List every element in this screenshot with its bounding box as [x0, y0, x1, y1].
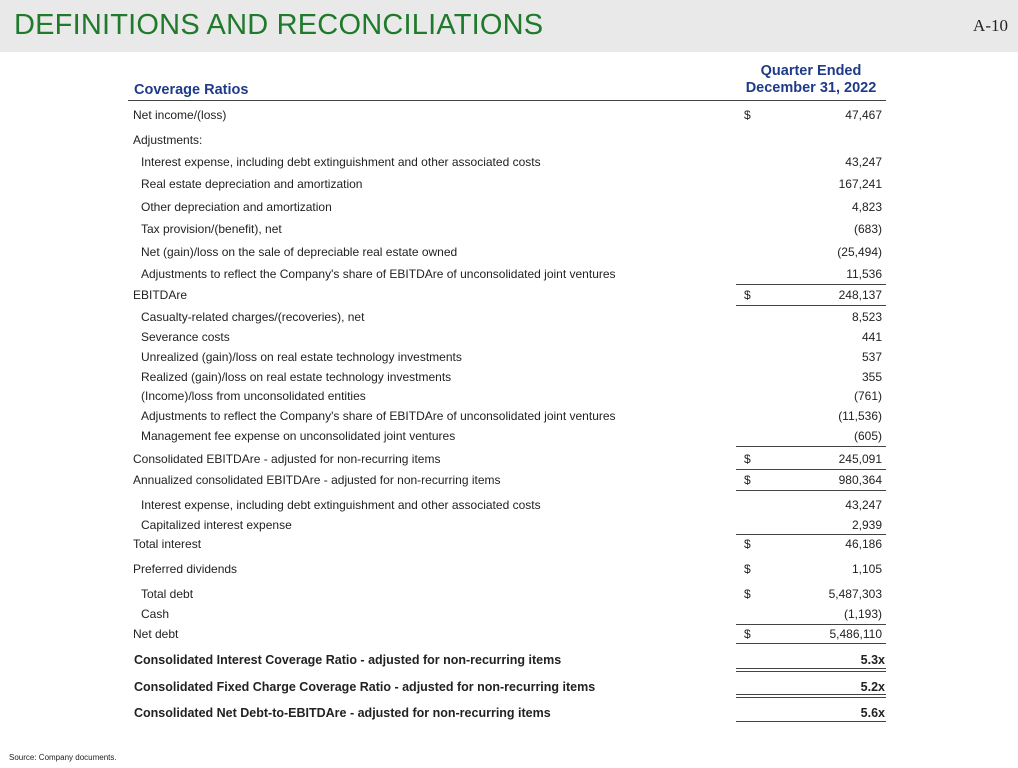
row-value: 441	[861, 330, 882, 344]
row-label: Casualty-related charges/(recoveries), net	[141, 310, 365, 324]
row-label: Consolidated EBITDAre - adjusted for non-recurring items	[133, 452, 441, 466]
table-row	[0, 348, 1018, 366]
table-row	[0, 585, 1018, 603]
row-label: Total interest	[133, 537, 202, 551]
row-label: Net debt	[133, 627, 179, 641]
table-row	[0, 243, 1018, 261]
row-label: Adjustments to reflect the Company's share of EBITDAre of unconsolidated joint ventures	[141, 267, 616, 281]
table-row	[0, 368, 1018, 386]
table-row	[0, 516, 1018, 534]
table-row	[0, 328, 1018, 346]
row-currency: $	[744, 562, 751, 576]
row-value: 5,486,110	[829, 627, 882, 641]
table-row	[0, 407, 1018, 425]
row-value: 245,091	[838, 452, 882, 466]
table-row	[0, 175, 1018, 193]
row-value: 47,467	[845, 108, 882, 122]
row-label: Adjustments to reflect the Company's share of EBITDAre of unconsolidated joint ventures	[141, 409, 616, 423]
row-value: (761)	[853, 389, 882, 403]
column-header-line2: December 31, 2022	[745, 80, 877, 96]
row-value: 5,487,303	[828, 587, 882, 601]
row-value: (683)	[853, 222, 882, 236]
row-value: (11,536)	[838, 409, 882, 423]
total-rule	[736, 469, 886, 470]
row-value: 355	[861, 370, 882, 384]
table-row	[0, 308, 1018, 326]
row-currency: $	[744, 627, 751, 641]
total-rule	[736, 305, 886, 306]
row-value: (1,193)	[843, 607, 882, 621]
table-row	[0, 427, 1018, 445]
double-rule	[736, 694, 886, 698]
row-value: (605)	[853, 429, 882, 443]
table-row	[0, 560, 1018, 578]
table-row	[0, 605, 1018, 623]
subtotal-rule	[736, 446, 886, 447]
row-label: Tax provision/(benefit), net	[141, 222, 282, 236]
table-row	[0, 220, 1018, 238]
row-label: Annualized consolidated EBITDAre - adjusted for non-recurring items	[133, 473, 501, 487]
row-value: 11,536	[846, 267, 882, 281]
row-value: 248,137	[838, 288, 882, 302]
row-currency: $	[744, 537, 751, 551]
row-value: 980,364	[838, 473, 882, 487]
row-currency: $	[744, 587, 751, 601]
row-value: 537	[861, 350, 882, 364]
row-label: Severance costs	[141, 330, 230, 344]
table-row	[0, 153, 1018, 171]
row-label: Preferred dividends	[133, 562, 238, 576]
row-value: 46,186	[845, 537, 882, 551]
row-value: (25,494)	[837, 245, 882, 259]
row-label: Realized (gain)/loss on real estate technology investments	[141, 370, 452, 384]
column-header-line1: Quarter Ended	[760, 63, 862, 79]
table-row	[0, 625, 1018, 643]
row-currency: $	[744, 288, 751, 302]
row-label: Interest expense, including debt extinguishment and other associated costs	[141, 498, 541, 512]
row-label: Net income/(loss)	[133, 108, 227, 122]
row-value: 2,939	[851, 518, 882, 532]
row-label: Total debt	[141, 587, 194, 601]
row-value: 43,247	[845, 155, 882, 169]
row-label: Real estate depreciation and amortization	[141, 177, 363, 191]
table-row	[0, 131, 1018, 149]
table-row	[0, 198, 1018, 216]
row-value: 43,247	[845, 498, 882, 512]
row-label: (Income)/loss from unconsolidated entities	[141, 389, 366, 403]
row-value: 4,823	[851, 200, 882, 214]
subtotal-rule	[736, 284, 886, 285]
ratio-row	[0, 704, 1018, 722]
row-label: Management fee expense on unconsolidated joint ventures	[141, 429, 456, 443]
table-row	[0, 387, 1018, 405]
table-row	[0, 471, 1018, 489]
total-rule	[736, 643, 886, 644]
table-row	[0, 450, 1018, 468]
ratio-row	[0, 651, 1018, 669]
row-value: 5.2x	[860, 680, 885, 694]
page-title: DEFINITIONS AND RECONCILIATIONS	[14, 9, 544, 41]
header-bar	[0, 0, 1018, 52]
row-label: Consolidated Interest Coverage Ratio - adjusted for non-recurring items	[134, 653, 562, 667]
double-rule	[736, 668, 886, 672]
bottom-rule	[736, 721, 886, 722]
row-currency: $	[744, 108, 751, 122]
row-label: Other depreciation and amortization	[141, 200, 332, 214]
row-label: Consolidated Fixed Charge Coverage Ratio - adjusted for non-recurring items	[134, 680, 596, 694]
source-note: Source: Company documents.	[9, 753, 117, 762]
page-number: A-10	[973, 16, 1008, 35]
row-value: 5.6x	[860, 706, 885, 720]
row-value: 5.3x	[860, 653, 885, 667]
table-row	[0, 265, 1018, 283]
table-row	[0, 286, 1018, 304]
row-label: Net (gain)/loss on the sale of depreciable real estate owned	[141, 245, 458, 259]
row-value: 167,241	[838, 177, 882, 191]
row-label: Consolidated Net Debt-to-EBITDAre - adjusted for non-recurring items	[134, 706, 551, 720]
row-value: 1,105	[851, 562, 882, 576]
row-label: Cash	[141, 607, 170, 621]
row-label: Adjustments:	[133, 133, 203, 147]
row-label: Unrealized (gain)/loss on real estate technology investments	[141, 350, 462, 364]
column-header	[736, 63, 886, 97]
total-rule	[736, 490, 886, 491]
row-currency: $	[744, 452, 751, 466]
row-label: EBITDAre	[133, 288, 188, 302]
table-row	[0, 535, 1018, 553]
header-rule	[128, 100, 886, 101]
row-label: Interest expense, including debt extinguishment and other associated costs	[141, 155, 541, 169]
table-row	[0, 496, 1018, 514]
row-label: Capitalized interest expense	[141, 518, 292, 532]
row-value: 8,523	[851, 310, 882, 324]
table-row	[0, 106, 1018, 124]
row-currency: $	[744, 473, 751, 487]
section-title: Coverage Ratios	[134, 82, 249, 98]
